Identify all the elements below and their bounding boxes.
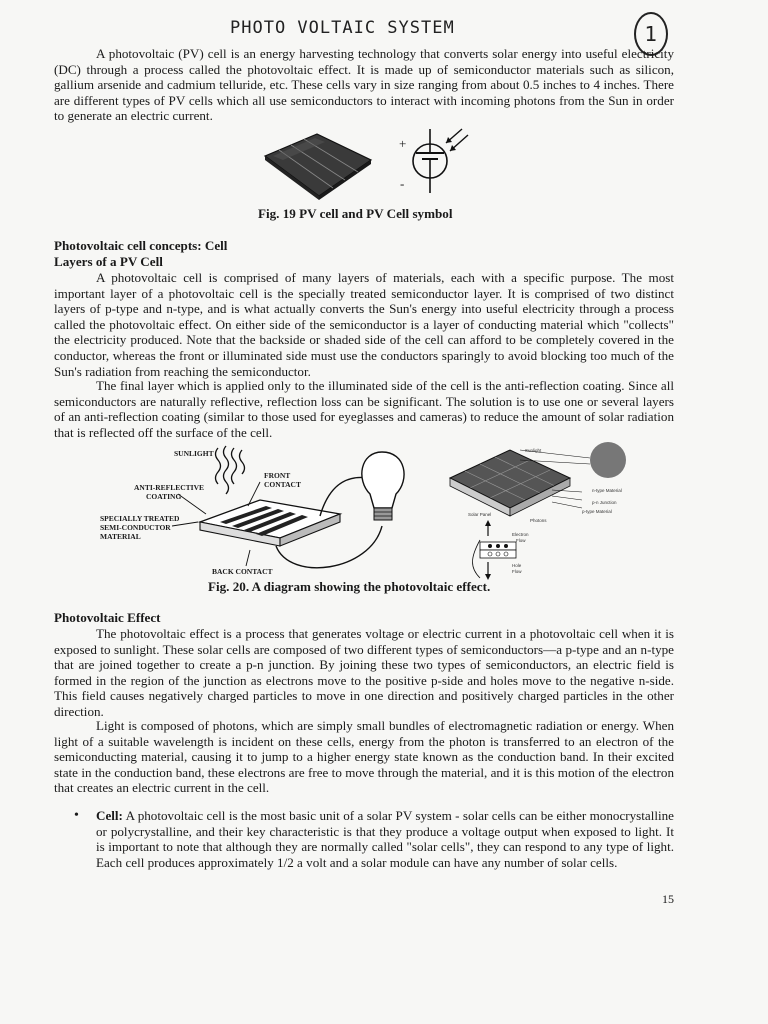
symbol-minus-label: - — [400, 176, 405, 191]
label-sunlight: SUNLIGHT — [174, 449, 214, 458]
label-anti-reflective-1: ANTI-REFLECTIVE — [134, 483, 205, 492]
symbol-plus-label: + — [399, 136, 407, 151]
bullet-dot-icon: • — [74, 808, 79, 823]
label-hole-flow-1: Hole — [512, 563, 522, 568]
intro-paragraph: A photovoltaic (PV) cell is an energy harvesting technology that converts solar energy into useful electricity (DC) through a process called the photovoltaic effect. It is made up of semiconductor materials such as silicon, gallium arsenide and cadmium telluride, etc. These cells vary in size ranging from about 0.5 inches to 4 inches. There are different types of PV cells which all use semiconductors to interact with incoming photons from the Sun in order to generate an electric current. — [54, 46, 674, 124]
bullet-term: Cell: — [96, 808, 123, 823]
label-hole-flow-2: Flow — [512, 569, 522, 574]
label-solar-panel: Solar Panel — [468, 512, 492, 517]
label-front-contact-2: CONTACT — [264, 480, 301, 489]
label-semiconductor-1: SPECIALLY TREATED — [100, 514, 180, 523]
concepts-heading: Photovoltaic cell concepts: Cell — [54, 238, 228, 253]
label-semiconductor-3: MATERIAL — [100, 532, 141, 541]
label-back-contact: BACK CONTACT — [212, 567, 273, 576]
layers-paragraph-2: The final layer which is applied only to the illuminated side of the cell is the anti-reflection coating. Since all semiconductors are naturally reflective, reflection loss can be significant. The solution is to use one or several layers of an anti-reflection coating (similar to those used for eyeglasses and cameras) to reduce the amount of solar radiation that is reflected off the surface of the cell. — [54, 378, 674, 440]
pv-cell-symbol-icon — [396, 127, 476, 197]
label-photons: Photons — [530, 518, 547, 523]
page-number: 15 — [662, 892, 674, 906]
label-front-contact-1: FRONT — [264, 471, 291, 480]
label-pn-junction: p-n Junction — [592, 500, 617, 505]
label-right-sunlight: Sunlight — [525, 448, 542, 453]
label-semiconductor-2: SEMI-CONDUCTOR — [100, 523, 171, 532]
effect-paragraph-2: Light is composed of photons, which are simply small bundles of electromagnetic radiation or energy. When light of a suitable wavelength is incident on these cells, energy from the photon is transferred to an electron of the semiconducting material, causing it to jump to a higher energy state known as the conduction band. In their excited state in the conduction band, these electrons are free to move through the material, and it is this motion of the electron that creates an electric current in the cell. — [54, 718, 674, 796]
figure20-caption: Fig. 20. A diagram showing the photovoltaic effect. — [208, 579, 491, 594]
label-electron-flow-2: Flow — [516, 538, 526, 543]
effect-paragraph-1: The photovoltaic effect is a process that generates voltage or electric current in a photovoltaic cell when it is exposed to sunlight. These solar cells are composed of two different types of semiconductors—a p-type and an n-type that are joined together to create a p-n junction. By joining these two types of semiconductors, an electric field is formed in the region of the junction as electrons move to the positive p-side and holes move to the negative n-side. This field causes negatively charged particles to move in one direction and positively charged particles in the other direction. — [54, 626, 674, 719]
photovoltaic-effect-diagram — [120, 442, 440, 582]
pv-cell-image — [255, 130, 375, 202]
label-anti-reflective-2: COATING — [146, 492, 182, 501]
label-electron-flow-1: Electron — [512, 532, 529, 537]
layers-subheading: Layers of a PV Cell — [54, 254, 163, 269]
bullet-text: A photovoltaic cell is the most basic unit of a solar PV system - solar cells can be either monocrystalline or polycrystalline, and their key characteristic is that they produce a voltage output when exposed to light. It is important to note that although they are normally called "solar cells", they can respond to any type of light. Each cell produces approximately 1/2 a volt and a solar module can have any number of solar cells. — [96, 808, 674, 870]
effect-heading: Photovoltaic Effect — [54, 610, 161, 625]
layers-paragraph-1: A photovoltaic cell is comprised of many layers of materials, each with a specific purpose. The most important layer of a photovoltaic cell is the specially treated semiconductor layer. It is comprised of two distinct layers of p-type and n-type, and is what actually converts the Sun's energy into useful electricity through a process called the photovoltaic effect. On either side of the semiconductor is a layer of conducting material which "collects" the electricity produced. Note that the backside or shaded side of the cell can afford to be completely covered in the conductor, whereas the front or illuminated side must use the conductors sparingly to avoid blocking too much of the Sun's radiation from reaching the semiconductor. — [54, 270, 674, 379]
label-p-type: p-type Material — [582, 509, 612, 514]
figure19-caption: Fig. 19 PV cell and PV Cell symbol — [258, 206, 453, 221]
handwritten-title: PHOTO VOLTAIC SYSTEM — [230, 18, 455, 38]
page-marker-circle: 1 — [634, 12, 668, 56]
bullet-paragraph — [96, 808, 674, 870]
label-n-type: n-type Material — [592, 488, 622, 493]
